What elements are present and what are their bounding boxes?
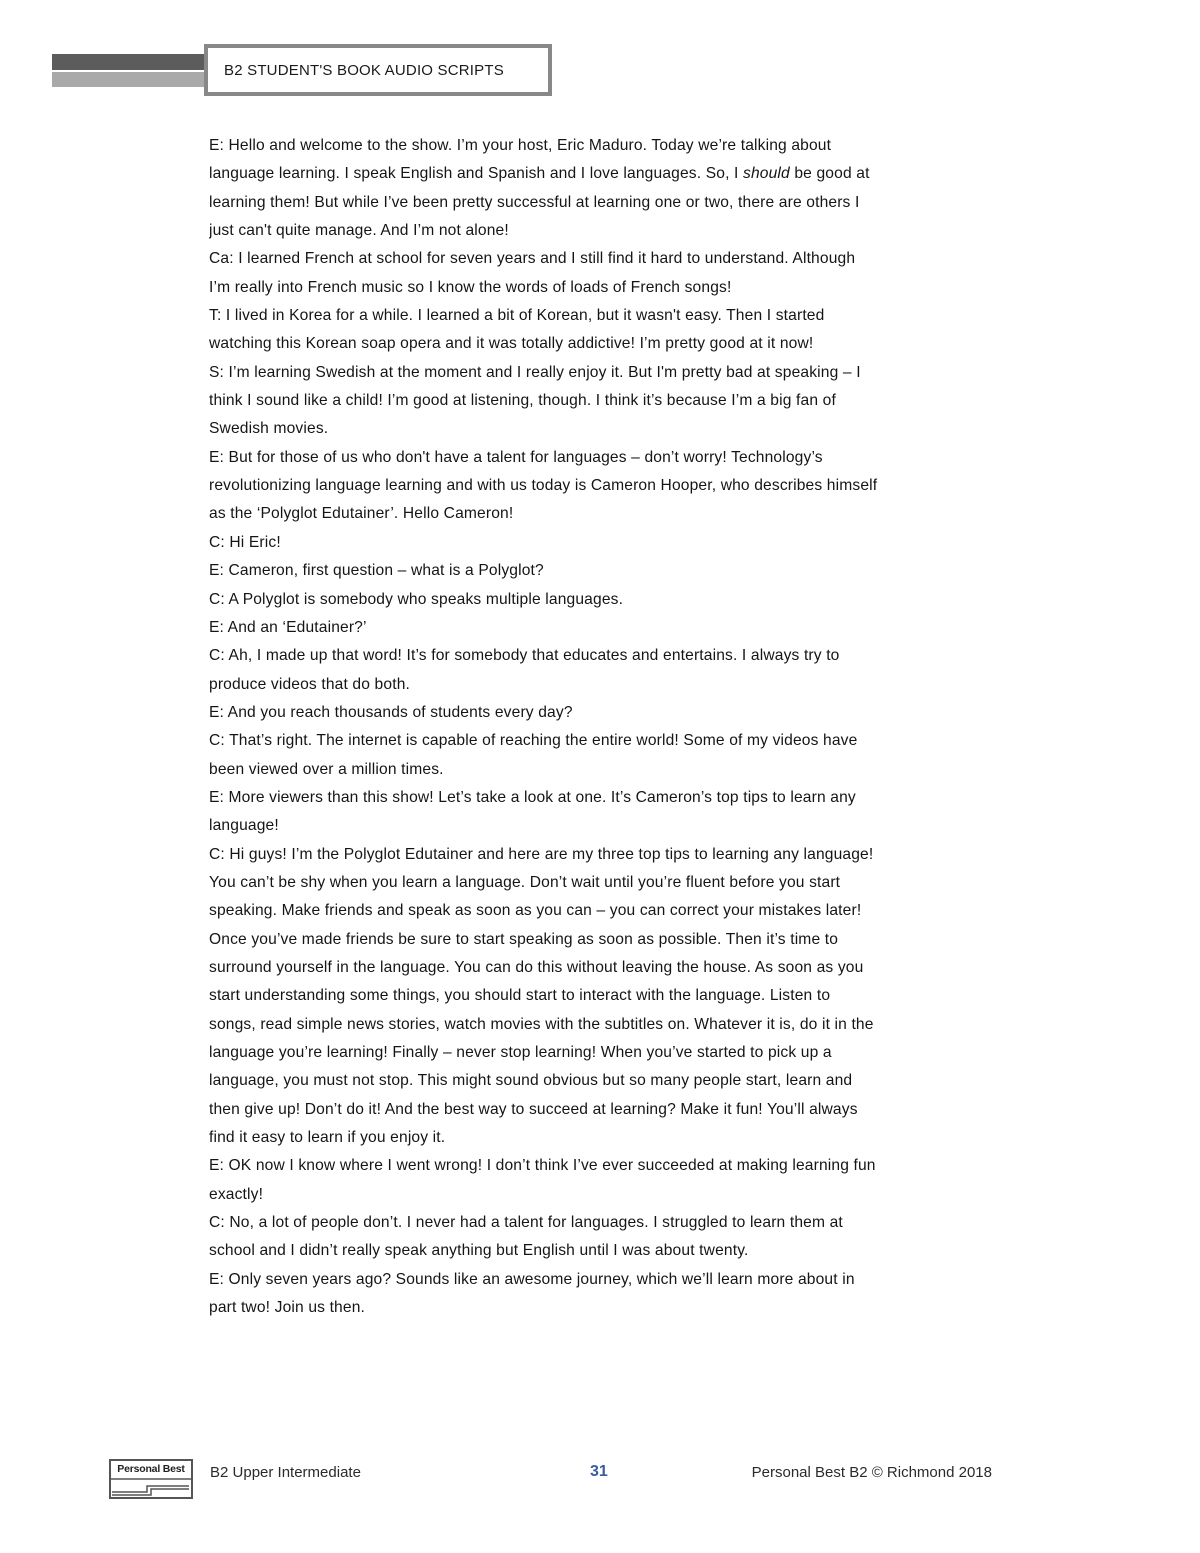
script-line: Once you’ve made friends be sure to start speaking as soon as possible. Then it’s time to bbox=[209, 930, 839, 948]
script-line: language, you must not stop. This might sound obvious but so many people start, learn and bbox=[209, 1072, 853, 1090]
script-line: language you’re learning! Finally – never stop learning! When you’ve started to pick up a bbox=[209, 1044, 832, 1061]
script-line: I’m really into French music so I know the words of loads of French songs! bbox=[209, 278, 732, 296]
script-line: E: And an ‘Edutainer?’ bbox=[209, 618, 367, 636]
script-line: language learning. I speak English and Spanish and I love languages. So, I should be good at bbox=[209, 165, 870, 183]
script-line: E: Only seven years ago? Sounds like an awesome journey, which we’ll learn more about in bbox=[209, 1270, 855, 1288]
script-line: Swedish movies. bbox=[209, 420, 329, 438]
script-line: C: Hi guys! I’m the Polyglot Edutainer and here are my three top tips to learning any language! bbox=[209, 845, 874, 863]
script-line: language! bbox=[209, 817, 279, 835]
header-box bbox=[204, 44, 552, 96]
script-line: E: OK now I know where I went wrong! I don’t think I’ve ever succeeded at making learning fun bbox=[209, 1157, 876, 1175]
script-line: produce videos that do both. bbox=[209, 675, 410, 693]
script-line: speaking. Make friends and speak as soon as you can – you can correct your mistakes later! bbox=[209, 902, 862, 920]
header-title: B2 STUDENT'S BOOK AUDIO SCRIPTS bbox=[224, 62, 504, 79]
script-line: C: Ah, I made up that word! It’s for somebody that educates and entertains. I always try to bbox=[209, 647, 840, 665]
script-line: just can't quite manage. And I’m not alone! bbox=[209, 222, 509, 240]
script-line: E: But for those of us who don't have a talent for languages – don’t worry! Technology’s bbox=[209, 448, 823, 466]
script-line: find it easy to learn if you enjoy it. bbox=[209, 1129, 446, 1147]
header-bar-light bbox=[52, 72, 210, 87]
logo-graphic bbox=[109, 1459, 193, 1499]
script-line: E: Cameron, first question – what is a Polyglot? bbox=[209, 562, 544, 580]
script-line: start understanding some things, you should start to interact with the language. Listen to bbox=[209, 987, 831, 1005]
script-line: T: I lived in Korea for a while. I learned a bit of Korean, but it wasn't easy. Then I started bbox=[209, 307, 825, 325]
script-line: learning them! But while I’ve been pretty successful at learning one or two, there are others I bbox=[209, 193, 860, 211]
script-line: E: Hello and welcome to the show. I’m your host, Eric Maduro. Today we’re talking about bbox=[209, 137, 832, 154]
script-line: E: And you reach thousands of students every day? bbox=[209, 703, 573, 721]
script-line: part two! Join us then. bbox=[209, 1299, 366, 1317]
logo-text: Personal Best bbox=[117, 1463, 185, 1475]
script-line: watching this Korean soap opera and it was totally addictive! I’m pretty good at it now! bbox=[209, 335, 814, 353]
script-line: been viewed over a million times. bbox=[209, 760, 444, 778]
script-line: school and I didn’t really speak anything but English until I was about twenty. bbox=[209, 1242, 749, 1260]
script-line: revolutionizing language learning and with us today is Cameron Hooper, who describes himself bbox=[209, 477, 878, 495]
emphasis: should bbox=[743, 165, 790, 183]
script-line: surround yourself in the language. You can do this without leaving the house. As soon as you bbox=[209, 958, 864, 976]
script-line: You can’t be shy when you learn a language. Don’t wait until you’re fluent before you start bbox=[209, 873, 841, 891]
script-line: C: A Polyglot is somebody who speaks multiple languages. bbox=[209, 590, 624, 608]
script-line: S: I’m learning Swedish at the moment and I really enjoy it. But I'm pretty bad at speaking – I bbox=[209, 363, 861, 381]
personal-best-logo bbox=[109, 1459, 193, 1499]
footer-copyright: Personal Best B2 © Richmond 2018 bbox=[751, 1464, 992, 1481]
script-line: as the ‘Polyglot Edutainer’. Hello Cameron! bbox=[209, 505, 514, 523]
audio-script bbox=[209, 132, 999, 1322]
header-bar-dark bbox=[52, 54, 210, 70]
script-line: C: Hi Eric! bbox=[209, 533, 281, 551]
page-number: 31 bbox=[590, 1463, 608, 1480]
script-line: songs, read simple news stories, watch movies with the subtitles on. Whatever it is, do it in the bbox=[209, 1015, 874, 1033]
script-line: Ca: I learned French at school for seven years and I still find it hard to understand. Although bbox=[209, 250, 856, 268]
script-line: then give up! Don’t do it! And the best way to succeed at learning? Make it fun! You’ll always bbox=[209, 1100, 858, 1118]
script-line: C: No, a lot of people don’t. I never had a talent for languages. I struggled to learn them at bbox=[209, 1214, 843, 1232]
script-line: think I sound like a child! I’m good at listening, though. I think it’s because I’m a big fan of bbox=[209, 392, 836, 410]
footer-level: B2 Upper Intermediate bbox=[210, 1464, 361, 1481]
script-line: exactly! bbox=[209, 1185, 264, 1203]
script-line: E: More viewers than this show! Let’s take a look at one. It’s Cameron’s top tips to learn any bbox=[209, 788, 856, 806]
script-line: C: That’s right. The internet is capable of reaching the entire world! Some of my videos have bbox=[209, 732, 858, 750]
